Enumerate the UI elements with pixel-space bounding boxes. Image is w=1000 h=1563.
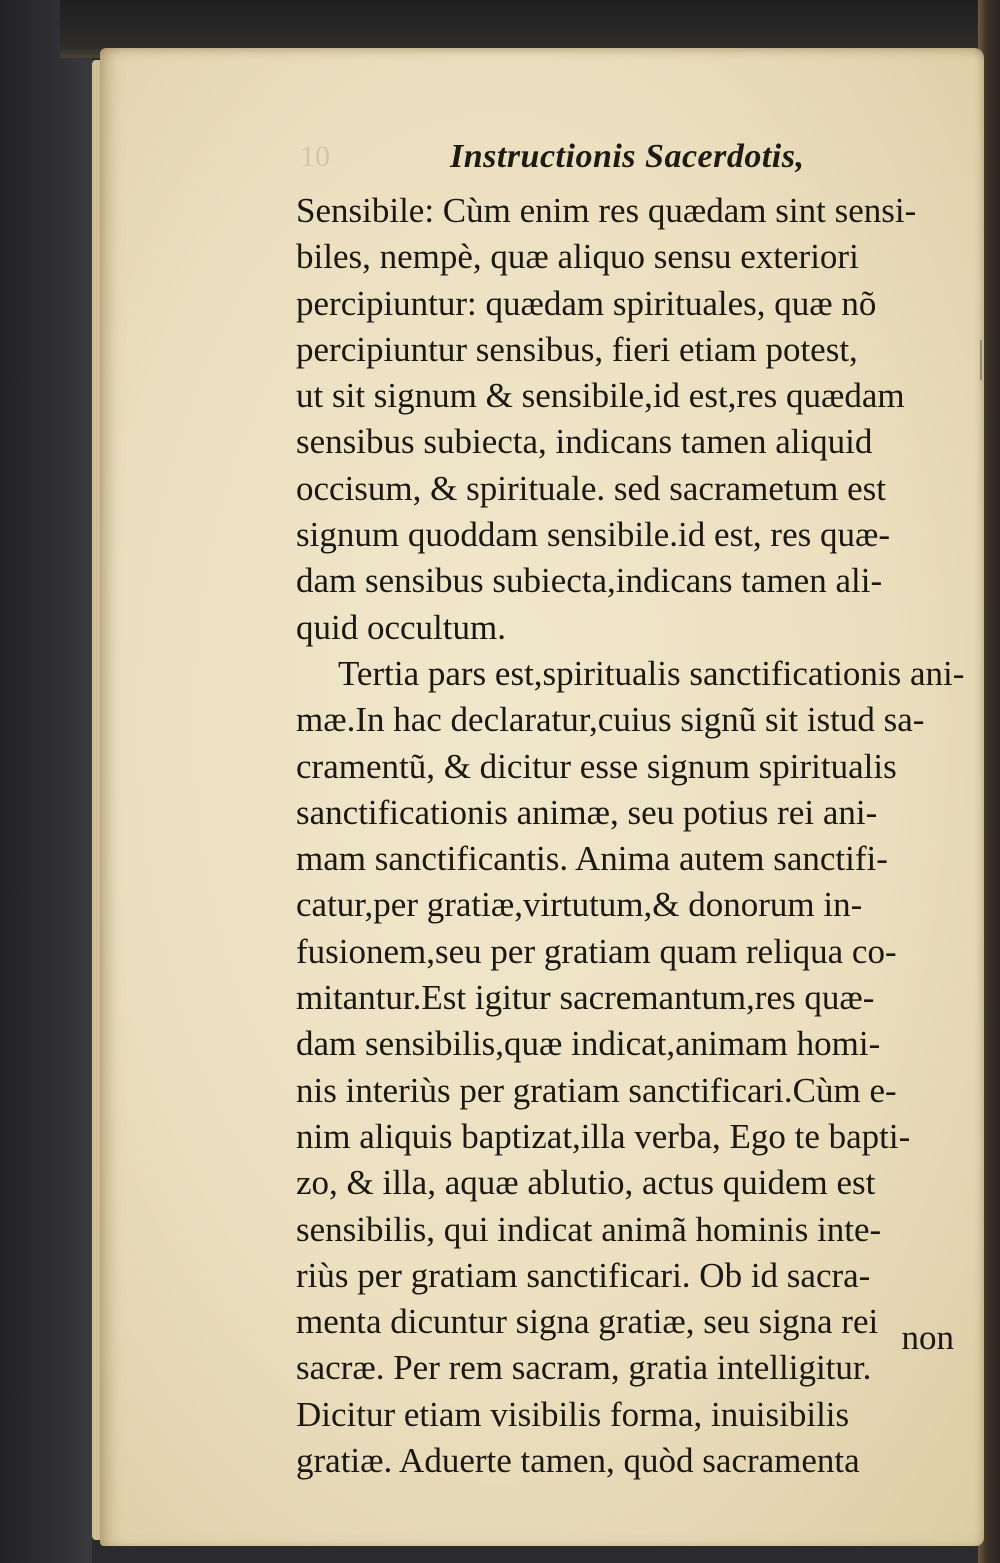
text-line: menta dicuntur signa gratiæ, seu signa rei [296,1302,879,1342]
text-line: mæ.In hac declaratur,cuius signũ sit istud sa- [296,700,925,740]
show-through-page-number: 10 [300,140,330,173]
text-line: dam sensibus subiecta,indicans tamen ali- [296,561,883,601]
text-line: sensibilis, qui indicat animã hominis inte- [296,1209,882,1249]
text-line: Sensibile: Cùm enim res quædam sint sensi- [296,191,917,230]
text-line: biles, nempè, quæ aliquo sensu exteriori [296,237,859,277]
text-line: percipiuntur sensibus, fieri etiam potest, [296,329,858,369]
text-line: catur,per gratiæ,virtutum,& donorum in- [296,885,863,925]
text-line: percipiuntur: quædam spirituales, quæ nõ [296,283,877,323]
text-line: cramentũ, & dicitur esse signum spiritualis [296,746,897,786]
body-text [296,188,965,1484]
margin-mark [980,340,982,380]
text-line: mam sanctificantis. Anima autem sanctifi- [296,839,888,879]
text-line: gratiæ. Aduerte tamen, quòd sacramenta [296,1441,860,1481]
text-line: quid occultum. [296,607,506,647]
text-line: dam sensibilis,quæ indicat,animam homi- [296,1024,881,1064]
background-left [0,0,92,1563]
text-line: zo, & illa, aquæ ablutio, actus quidem est [296,1163,876,1203]
text-line: signum quoddam sensibile.id est, res quæ- [296,515,890,555]
text-line: Dicitur etiam visibilis forma, inuisibilis [296,1394,850,1434]
text-line: mitantur.Est igitur sacremantum,res quæ- [296,978,875,1018]
text-line: sanctificationis animæ, seu potius rei ani- [296,792,878,832]
catchword: non [901,1318,954,1357]
text-line: riùs per gratiam sanctificari. Ob id sacra- [296,1255,871,1295]
text-line: sacræ. Per rem sacram, gratia intelligitur. [296,1348,872,1388]
text-line: ut sit signum & sensibile,id est,res quædam [296,376,905,416]
running-header: Instructionis Sacerdotis, [450,138,805,175]
text-line: sensibus subiecta, indicans tamen aliquid [296,422,873,462]
text-line: occisum, & spirituale. sed sacrametum est [296,468,886,508]
text-line: nis interiùs per gratiam sanctificari.Cùm e- [296,1070,897,1110]
text-line: fusionem,seu per gratiam quam reliqua co- [296,931,897,971]
text-line: nim aliquis baptizat,illa verba, Ego te bapti- [296,1116,911,1156]
text-line: Tertia pars est,spiritualis sanctificationis ani- [338,653,965,693]
